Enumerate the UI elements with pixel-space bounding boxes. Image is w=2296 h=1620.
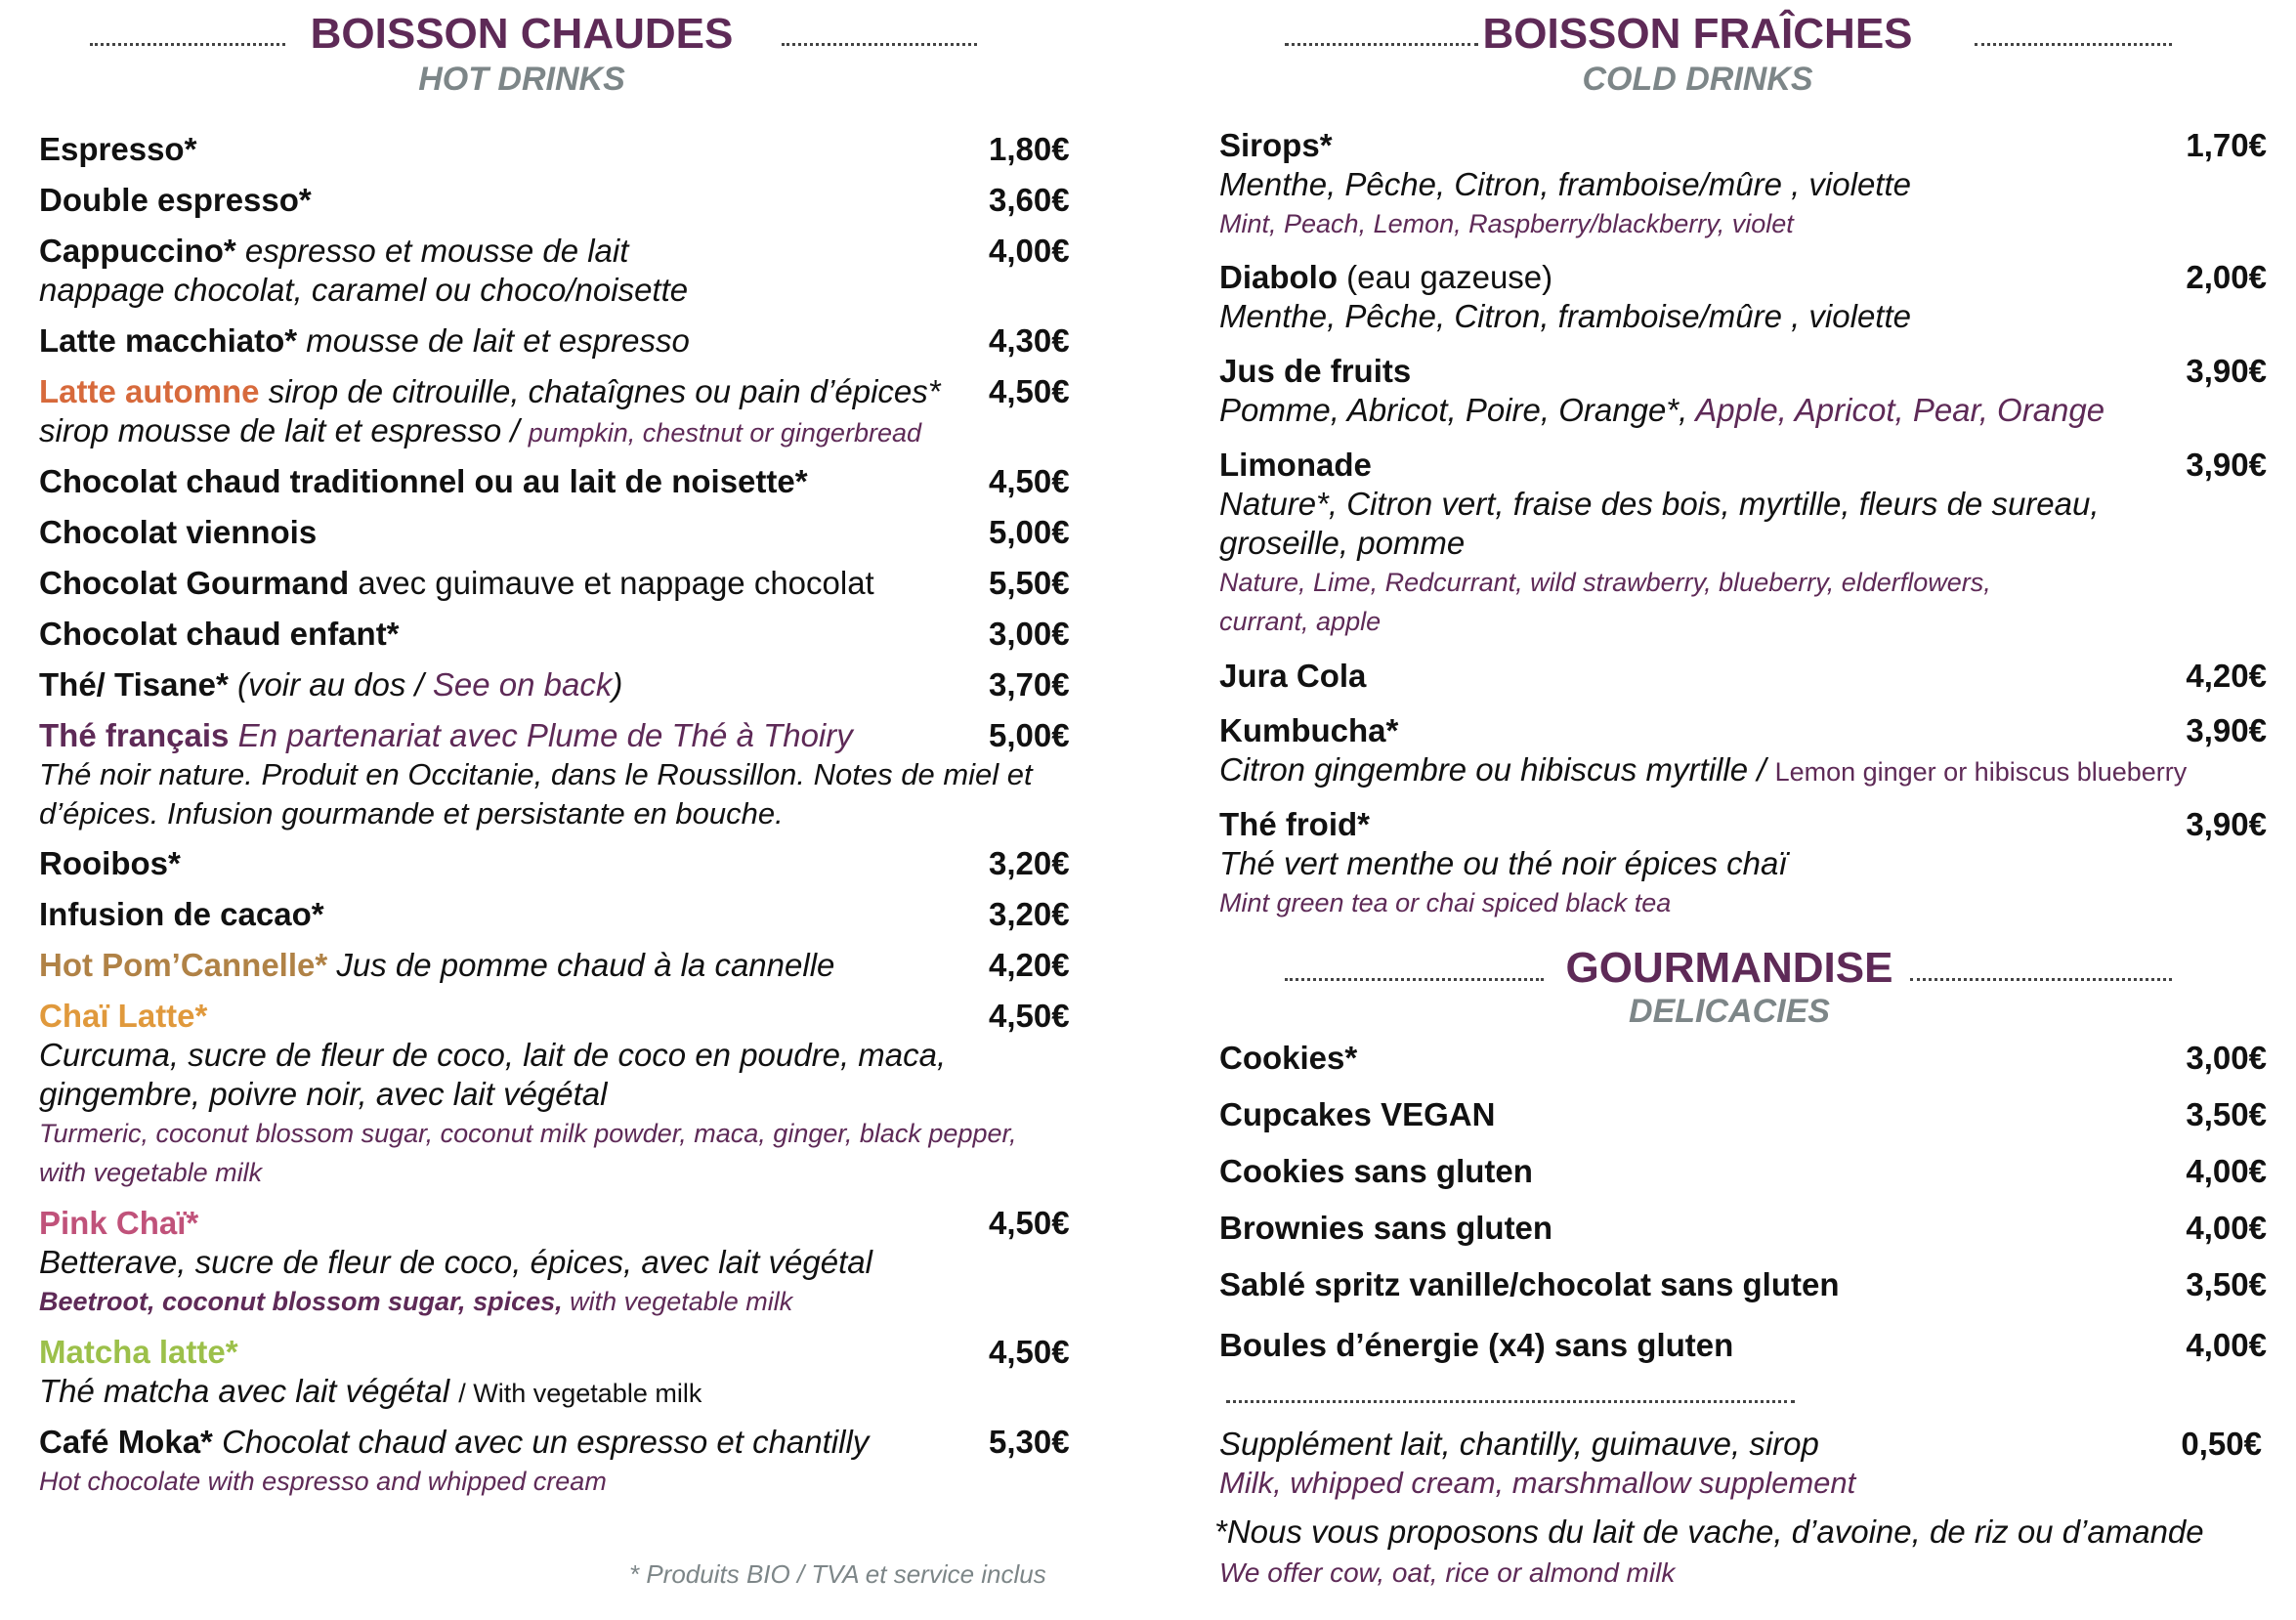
item-price: 1,70€ <box>2186 127 2267 163</box>
menu-item-rooibos <box>0 844 1124 895</box>
item-name: Cupcakes VEGAN <box>1219 1096 1496 1132</box>
menu-item-cafe-moka <box>0 1423 1124 1513</box>
item-price: 3,90€ <box>2186 806 2267 842</box>
item-desc: avec guimauve et nappage chocolat <box>358 565 874 601</box>
menu-item-chocolat-gourmand <box>0 564 1124 615</box>
menu-item-cookies-sans-gluten <box>1197 1152 2296 1209</box>
item-desc: Menthe, Pêche, Citron, framboise/mûre , violette <box>1219 298 1911 334</box>
item-name: Latte macchiato* <box>39 322 298 359</box>
menu-item-the-tisane <box>0 665 1124 716</box>
item-desc: Thé vert menthe ou thé noir épices chaï <box>1219 845 1788 881</box>
item-desc: Thé matcha avec lait végétal <box>39 1373 450 1409</box>
item-english: Lemon ginger or hibiscus blueberry <box>1774 757 2188 787</box>
item-name: Chocolat Gourmand <box>39 565 350 601</box>
item-name: Boules d’énergie (x4) sans gluten <box>1219 1327 1734 1363</box>
item-english-bold: Beetroot, coconut blossom sugar, spices, <box>39 1287 563 1316</box>
item-name: Chocolat viennois <box>39 514 318 550</box>
item-name: Cookies sans gluten <box>1219 1153 1533 1189</box>
item-price: 4,20€ <box>989 947 1070 983</box>
item-name: Hot Pom’Cannelle* <box>39 947 328 983</box>
item-desc-end: ) <box>612 666 623 703</box>
item-desc-3: d’épices. Infusion gourmande et persistante en bouche. <box>39 796 784 831</box>
item-name: Brownies sans gluten <box>1219 1210 1553 1246</box>
menu-item-matcha-latte <box>0 1333 1124 1423</box>
menu-item-chocolat-traditionnel <box>0 462 1124 513</box>
item-english: Hot chocolate with espresso and whipped cream <box>39 1467 607 1496</box>
item-price: 3,90€ <box>2186 353 2267 389</box>
item-price: 4,30€ <box>989 322 1070 359</box>
item-name: Double espresso* <box>39 182 312 218</box>
item-desc: (voir au dos / <box>236 666 424 703</box>
item-price: 3,70€ <box>989 666 1070 703</box>
item-english-2: with vegetable milk <box>39 1158 263 1187</box>
item-name: Cappuccino* <box>39 233 236 269</box>
item-name: Infusion de cacao* <box>39 896 324 932</box>
item-name: Chocolat chaud traditionnel ou au lait de noisette* <box>39 463 808 499</box>
supplement-desc: Supplément lait, chantilly, guimauve, sirop <box>1219 1426 1819 1462</box>
item-name: Limonade <box>1219 447 1372 483</box>
item-desc: Betterave, sucre de fleur de coco, épices, avec lait végétal <box>39 1244 872 1280</box>
item-english: Mint, Peach, Lemon, Raspberry/blackberry, violet <box>1219 209 1794 238</box>
item-english: with vegetable milk <box>570 1287 793 1316</box>
item-price: 5,30€ <box>989 1424 1070 1460</box>
gourmandise-header <box>1197 944 2296 1042</box>
item-desc: espresso et mousse de lait <box>244 233 629 269</box>
menu-item-limonade <box>1197 446 2296 657</box>
menu-item-infusion-cacao <box>0 895 1124 946</box>
item-price: 3,50€ <box>2186 1096 2267 1132</box>
menu-item-double-espresso <box>0 181 1124 232</box>
item-price: 4,50€ <box>989 1205 1070 1241</box>
item-desc: Nature*, Citron vert, fraise des bois, myrtille, fleurs de sureau, <box>1219 486 2100 522</box>
milk-note: *Nous vous proposons du lait de vache, d’avoine, de riz ou d’amande <box>1214 1513 2204 1550</box>
gourmandise-title: GOURMANDISE <box>1565 944 1893 992</box>
menu-item-chocolat-viennois <box>0 513 1124 564</box>
menu-item-cookies <box>1197 1039 2296 1095</box>
footnote-bio: * Produits BIO / TVA et service inclus <box>629 1559 1046 1589</box>
item-price: 3,90€ <box>2186 712 2267 748</box>
item-english-2: currant, apple <box>1219 607 1382 636</box>
item-price: 3,20€ <box>989 896 1070 932</box>
item-english: Turmeric, coconut blossom sugar, coconut milk powder, maca, ginger, black pepper, <box>39 1119 1017 1148</box>
menu-item-chai-latte <box>0 997 1124 1204</box>
item-name: Kumbucha* <box>1219 712 1399 748</box>
item-desc: Chocolat chaud avec un espresso et chantilly <box>222 1424 870 1460</box>
item-name: Matcha latte* <box>39 1334 238 1370</box>
menu-item-chocolat-enfant <box>0 615 1124 665</box>
item-price: 3,90€ <box>2186 447 2267 483</box>
item-price: 4,00€ <box>2186 1327 2267 1363</box>
item-desc: mousse de lait et espresso <box>306 322 690 359</box>
item-price: 4,00€ <box>2186 1153 2267 1189</box>
menu-item-latte-automne <box>0 372 1124 462</box>
menu-item-the-francais <box>0 716 1124 844</box>
item-price: 4,50€ <box>989 373 1070 409</box>
item-price: 2,00€ <box>2186 259 2267 295</box>
menu-item-diabolo <box>1197 258 2296 352</box>
item-price: 4,50€ <box>989 998 1070 1034</box>
item-desc-2: sirop mousse de lait et espresso / <box>39 412 520 448</box>
item-price: 3,00€ <box>989 616 1070 652</box>
item-desc-2: nappage chocolat, caramel ou choco/noisette <box>39 272 689 308</box>
item-name: Jura Cola <box>1219 658 1367 694</box>
item-desc: Citron gingembre ou hibiscus myrtille / <box>1219 751 1766 788</box>
item-desc-2: Thé noir nature. Produit en Occitanie, dans le Roussillon. Notes de miel et <box>39 757 1033 791</box>
item-price: 4,50€ <box>989 463 1070 499</box>
supplement-price: 0,50€ <box>2181 1426 2262 1462</box>
supplement-item <box>1197 1425 2296 1503</box>
milk-note-english: We offer cow, oat, rice or almond milk <box>1219 1557 1676 1588</box>
item-price: 5,00€ <box>989 717 1070 753</box>
item-name: Thé français <box>39 717 230 753</box>
item-desc: Curcuma, sucre de fleur de coco, lait de coco en poudre, maca, <box>39 1037 947 1073</box>
item-english: Mint green tea or chai spiced black tea <box>1219 888 1672 917</box>
item-desc-2: gingembre, poivre noir, avec lait végétal <box>39 1076 608 1112</box>
cold-drinks-title: BOISSON FRAÎCHES <box>1482 10 1913 58</box>
item-name: Thé/ Tisane* <box>39 666 229 703</box>
item-name: Café Moka* <box>39 1424 213 1460</box>
item-price: 4,20€ <box>2186 658 2267 694</box>
item-english: / With vegetable milk <box>458 1379 702 1408</box>
item-name: Thé froid* <box>1219 806 1370 842</box>
item-price: 4,00€ <box>989 233 1070 269</box>
item-name: Chocolat chaud enfant* <box>39 616 400 652</box>
item-english: pumpkin, chestnut or gingerbread <box>528 418 921 448</box>
item-name: Espresso* <box>39 131 197 167</box>
separator-dots <box>1226 1400 1795 1403</box>
supplement-english: Milk, whipped cream, marshmallow supplement <box>1219 1466 1856 1500</box>
menu-item-espresso <box>0 130 1124 181</box>
menu-item-sable-spritz <box>1197 1265 2296 1326</box>
item-price: 3,60€ <box>989 182 1070 218</box>
menu-item-the-froid <box>1197 805 2296 922</box>
item-name: Latte automne <box>39 373 260 409</box>
item-desc: Pomme, Abricot, Poire, Orange*, <box>1219 392 1688 428</box>
item-desc: sirop de citrouille, chataîgnes ou pain d’épices* <box>268 373 941 409</box>
item-price: 4,00€ <box>2186 1210 2267 1246</box>
item-name: Chaï Latte* <box>39 998 208 1034</box>
item-name: Pink Chaï* <box>39 1205 199 1241</box>
menu-item-jura-cola <box>1197 657 2296 711</box>
hot-drinks-header <box>0 0 1124 106</box>
item-desc-2: groseille, pomme <box>1219 525 1466 561</box>
hot-drinks-section <box>0 0 1124 1589</box>
item-name: Sirops* <box>1219 127 1333 163</box>
menu-item-jus-de-fruits <box>1197 352 2296 446</box>
item-english: Apple, Apricot, Pear, Orange <box>1695 392 2105 428</box>
item-price: 3,20€ <box>989 845 1070 881</box>
menu-item-pink-chai <box>0 1204 1124 1333</box>
menu-item-kumbucha <box>1197 711 2296 805</box>
item-price: 5,50€ <box>989 565 1070 601</box>
gourmandise-subtitle: DELICACIES <box>1629 993 1830 1030</box>
item-english: Nature, Lime, Redcurrant, wild strawberry, blueberry, elderflowers, <box>1219 568 1991 597</box>
item-name: Jus de fruits <box>1219 353 1412 389</box>
cold-drinks-header <box>1197 0 2296 106</box>
cold-drinks-section <box>1197 0 2296 1588</box>
item-desc: En partenariat avec Plume de Thé à Thoiry <box>237 717 853 753</box>
item-name: Rooibos* <box>39 845 181 881</box>
item-price: 1,80€ <box>989 131 1070 167</box>
item-name: Diabolo <box>1219 259 1338 295</box>
menu-item-cappuccino <box>0 232 1124 321</box>
item-name: Sablé spritz vanille/chocolat sans gluten <box>1219 1266 1840 1302</box>
item-name: Cookies* <box>1219 1040 1358 1076</box>
item-price: 5,00€ <box>989 514 1070 550</box>
item-english: See on back <box>432 666 613 703</box>
menu-item-brownies <box>1197 1209 2296 1265</box>
hot-drinks-subtitle: HOT DRINKS <box>418 61 625 98</box>
item-desc: Menthe, Pêche, Citron, framboise/mûre , violette <box>1219 166 1911 202</box>
hot-drinks-title: BOISSON CHAUDES <box>310 10 734 58</box>
cold-drinks-subtitle: COLD DRINKS <box>1582 61 1813 98</box>
menu-item-cupcakes <box>1197 1095 2296 1152</box>
menu-item-sirops <box>1197 126 2296 258</box>
item-price: 3,50€ <box>2186 1266 2267 1302</box>
item-price: 4,50€ <box>989 1334 1070 1370</box>
item-price: 3,00€ <box>2186 1040 2267 1076</box>
item-desc: Jus de pomme chaud à la cannelle <box>336 947 835 983</box>
menu-item-hot-pom <box>0 946 1124 997</box>
item-desc-plain: (eau gazeuse) <box>1346 259 1553 295</box>
menu-item-latte-macchiato <box>0 321 1124 372</box>
menu-item-boules-energie <box>1197 1326 2296 1383</box>
